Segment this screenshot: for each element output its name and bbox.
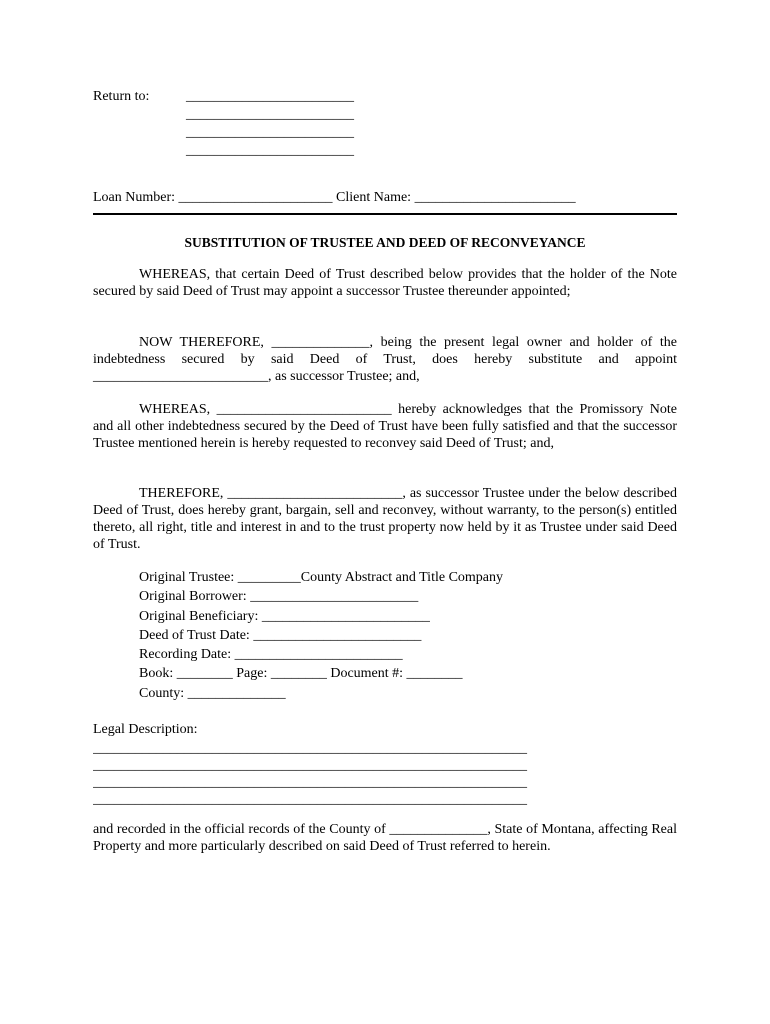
recording-date-row: Recording Date: ________________________ xyxy=(139,647,403,663)
legal-description-line: ______________________________________________________________ xyxy=(93,792,527,807)
legal-description-block xyxy=(93,721,563,808)
deed-details-list xyxy=(139,569,503,704)
return-to-address-lines xyxy=(186,88,366,160)
original-borrower-row: Original Borrower: ________________________ xyxy=(139,589,419,605)
whereas-paragraph-2 xyxy=(93,401,677,452)
whereas-paragraph-1 xyxy=(93,266,677,300)
original-trustee-row: Original Trustee: _________County Abstract and Title Company xyxy=(139,570,504,585)
legal-description-line: ______________________________________________________________ xyxy=(93,741,527,756)
address-blank-line: ________________________ xyxy=(186,89,354,104)
address-blank-line: ________________________ xyxy=(186,125,354,140)
address-blank-line: ________________________ xyxy=(186,143,354,158)
deed-of-trust-date-row: Deed of Trust Date: ________________________ xyxy=(139,627,422,643)
return-to-label: Return to: xyxy=(93,89,150,104)
header-divider xyxy=(93,213,677,215)
paragraph-text: WHEREAS, _________________________ hereby acknowledges that the Promissory Note and all other indebtedness secured by the Deed of Trust have been fully satisfied and that the successor Trustee mentioned herein is hereby requested to reconvey said Deed of Trust; and, xyxy=(93,402,677,451)
legal-description-label: Legal Description: xyxy=(93,722,198,737)
legal-description-line: ______________________________________________________________ xyxy=(93,775,527,790)
original-beneficiary-row: Original Beneficiary: ________________________ xyxy=(139,608,430,624)
therefore-paragraph xyxy=(93,485,677,553)
paragraph-text: THEREFORE, _________________________, as successor Trustee under the below described Deed of Trust, does hereby grant, bargain, sell and reconvey, without warranty, to the person(s) entitled thereto, all right, title and interest in and to the trust property now held by it as Trustee under said Deed of Trust. xyxy=(93,486,677,552)
paragraph-text: WHEREAS, that certain Deed of Trust described below provides that the holder of the Note secured by said Deed of Trust may appoint a successor Trustee thereunder appointed; xyxy=(93,267,677,299)
loan-client-row: Loan Number: ______________________ Client Name: _______________________ xyxy=(93,190,576,205)
book-page-document-row: Book: ________ Page: ________ Document #: ________ xyxy=(139,666,463,682)
county-row: County: ______________ xyxy=(139,685,286,701)
closing-paragraph: and recorded in the official records of the County of ______________, State of Montana, affecting Real Property and more particularly described on said Deed of Trust referred to herein. xyxy=(93,822,677,854)
address-blank-line: ________________________ xyxy=(186,107,354,122)
paragraph-text: NOW THEREFORE, ______________, being the present legal owner and holder of the indebtedness secured by said Deed of Trust, does hereby substitute and appoint _________________________, as successor Trustee; and, xyxy=(93,335,677,384)
legal-description-line: ______________________________________________________________ xyxy=(93,758,527,773)
now-therefore-paragraph xyxy=(93,334,677,385)
document-title: SUBSTITUTION OF TRUSTEE AND DEED OF RECONVEYANCE xyxy=(184,235,586,250)
